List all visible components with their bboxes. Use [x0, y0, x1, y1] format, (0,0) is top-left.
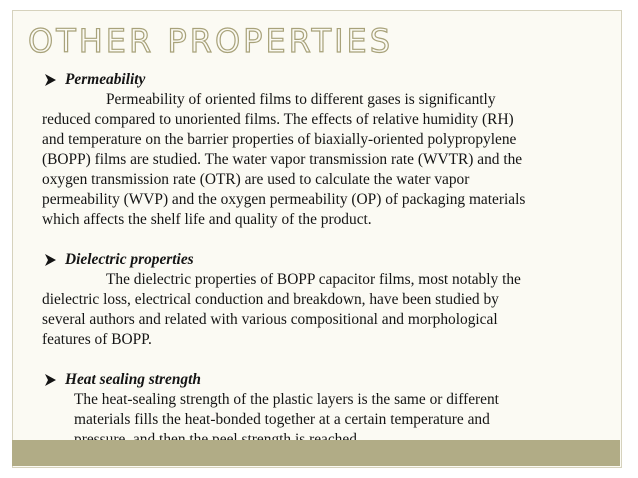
section-heading-permeability [43, 70, 612, 90]
arrow-bullet-icon [43, 373, 57, 387]
footer-bar [12, 440, 620, 466]
paragraph-line: materials fills the heat-bonded together at a certain temperature and [74, 411, 490, 428]
arrow-bullet-icon [43, 253, 57, 267]
paragraph-line: oxygen transmission rate (OTR) are used to calculate the water vapor [42, 171, 470, 188]
arrow-bullet-icon [43, 73, 57, 87]
paragraph-line: which affects the shelf life and quality of the product. [42, 211, 372, 228]
paragraph-line: (BOPP) films are studied. The water vapor transmission rate (WVTR) and the [42, 151, 523, 168]
slide-title: OTHER PROPERTIES [28, 22, 394, 60]
paragraph-line: The heat-sealing strength of the plastic layers is the same or different [74, 391, 499, 408]
paragraph-line: Permeability of oriented films to different gases is significantly [106, 91, 496, 108]
paragraph-line: dielectric loss, electrical conduction and breakdown, have been studied by [42, 291, 499, 308]
paragraph-line: The dielectric properties of BOPP capacitor films, most notably the [106, 271, 521, 288]
paragraph-line: and temperature on the barrier properties of biaxially-oriented polypropylene [42, 131, 517, 148]
paragraph-line: several authors and related with various compositional and morphological [42, 311, 498, 328]
section-heading-heat-sealing [43, 370, 612, 390]
section-heading-dielectric [43, 250, 612, 270]
section-paragraph-permeability [42, 90, 612, 230]
section-heading-label: Dielectric properties [65, 251, 194, 268]
section-paragraph-dielectric [42, 270, 612, 350]
paragraph-line: features of BOPP. [42, 331, 152, 348]
paragraph-line: permeability (WVP) and the oxygen permeability (OP) of packaging materials [42, 191, 526, 208]
section-heading-label: Permeability [65, 71, 146, 88]
section-spacer [42, 350, 612, 370]
paragraph-line: reduced compared to unoriented films. The effects of relative humidity (RH) [42, 111, 514, 128]
slide-body [42, 70, 612, 450]
section-spacer [42, 230, 612, 250]
section-heading-label: Heat sealing strength [65, 371, 201, 388]
